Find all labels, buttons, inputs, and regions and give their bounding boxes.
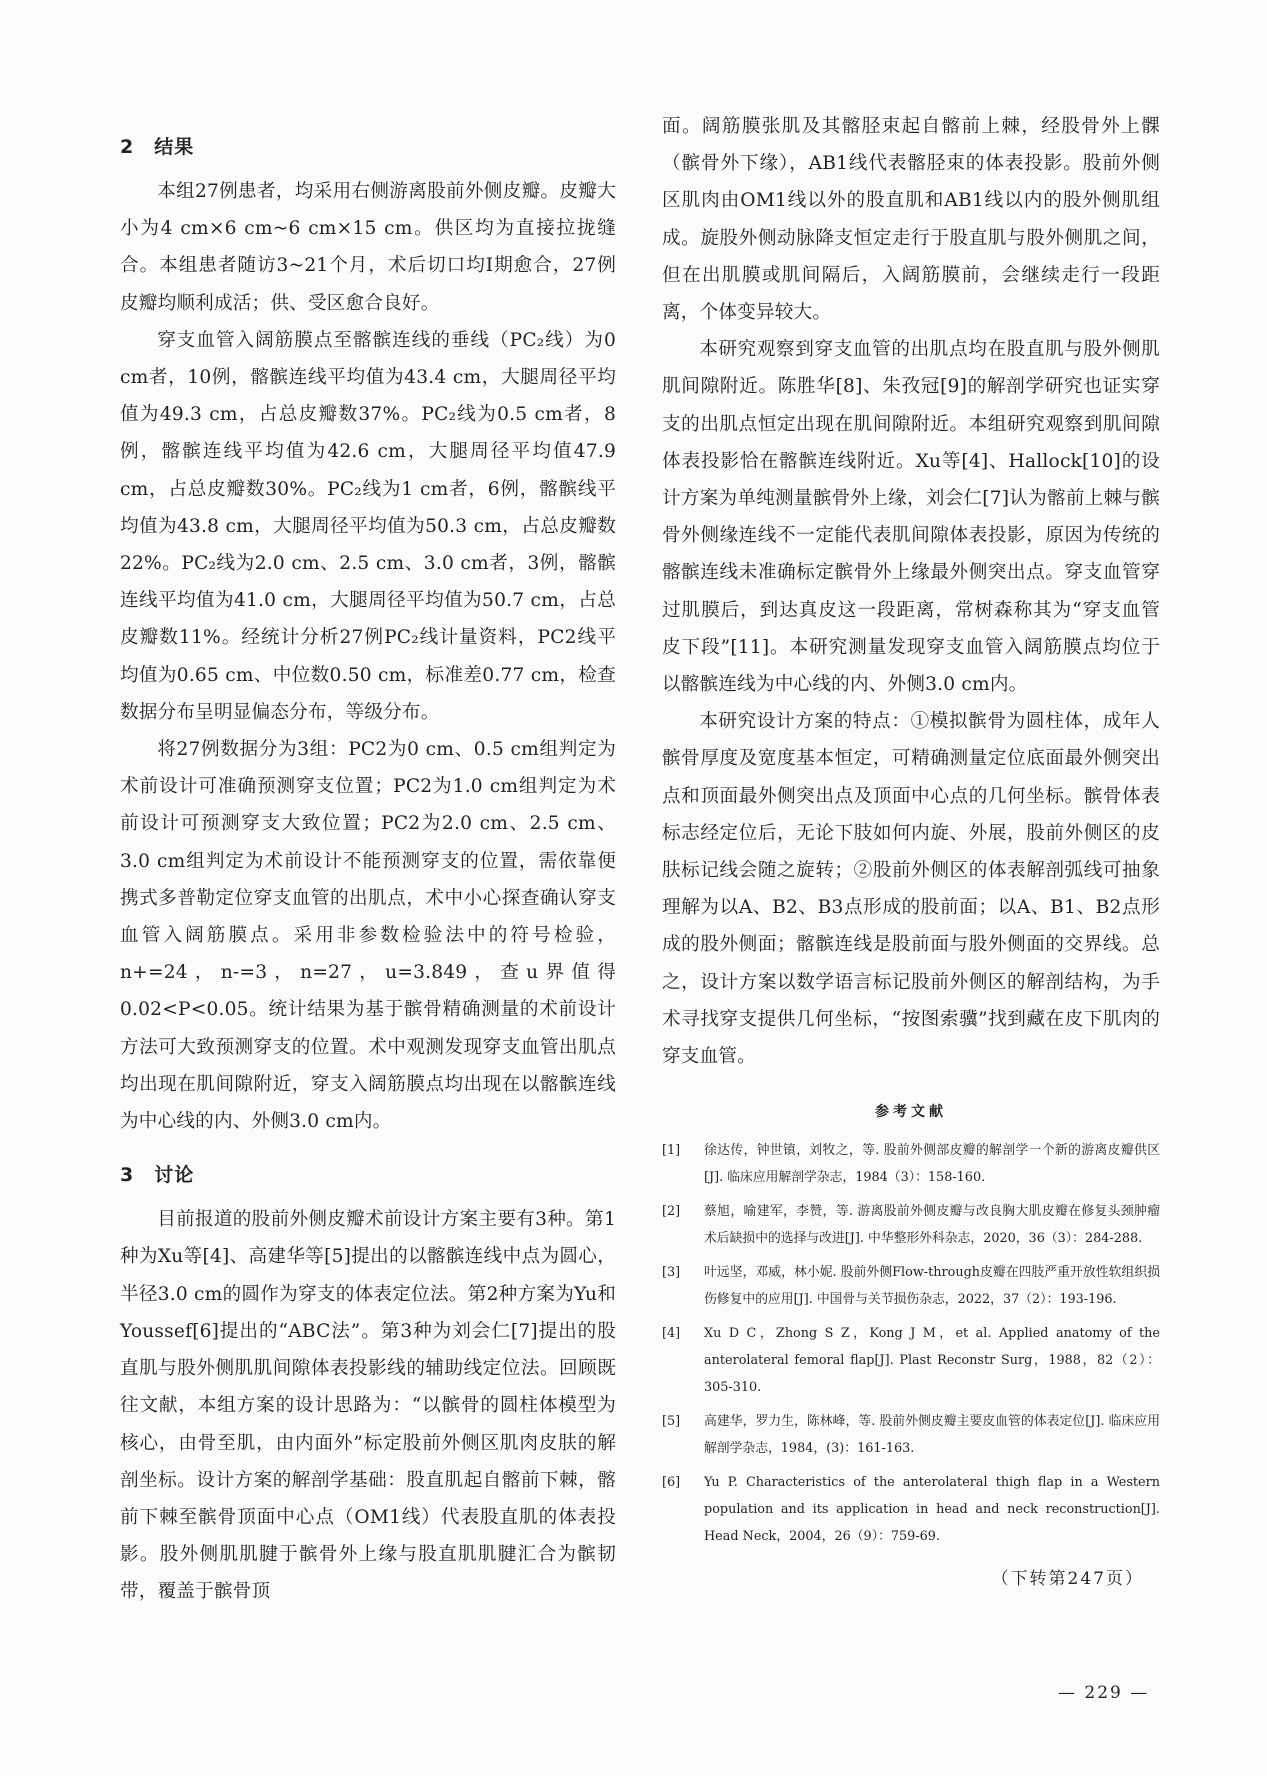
discussion-paragraph-1-continued: 面。阔筋膜张肌及其髂胫束起自髂前上棘，经股骨外上髁（髌骨外下缘），AB1线代表髂胫束的体表投影。股前外侧区肌肉由OM1线以外的股直肌和AB1线以内的股外侧肌组成。旋股外侧动脉降支恒定走行于股直肌与股外侧肌之间，但在出肌膜或肌间隔后，入阔筋膜前，会继续走行一段距离，个体变异较大。 <box>662 116 1160 324</box>
right-column <box>662 108 1160 1589</box>
references-list <box>662 1137 1160 1550</box>
reference-item <box>662 1408 1160 1462</box>
discussion-paragraph-3: 本研究设计方案的特点：①模拟髌骨为圆柱体，成年人髌骨厚度及宽度基本恒定，可精确测量定位底面最外侧突出点和顶面最外侧突出点及顶面中心点的几何坐标。髌骨体表标志经定位后，无论下肢如何内旋、外展，股前外侧区的皮肤标记线会随之旋转；②股前外侧区的体表解剖弧线可抽象理解为以A、B2、B3点形成的股前面；以A、B1、B2点形成的股外侧面；髂髌连线是股前面与股外侧面的交界线。总之，设计方案以数学语言标记股前外侧区的解剖结构，为手术寻找穿支提供几何坐标，“按图索骥”找到藏在皮下肌肉的穿支血管。 <box>662 711 1160 1068</box>
reference-item <box>662 1198 1160 1252</box>
reference-item <box>662 1469 1160 1550</box>
reference-number: [3] <box>662 1265 681 1281</box>
results-paragraph-2: 穿支血管入阔筋膜点至髂髌连线的垂线（PC₂线）为0 cm者，10例，髂髌连线平均值为43.4 cm，大腿周径平均值为49.3 cm，占总皮瓣数37%。PC₂线为0.5 cm者，8例，髂髌连线平均值为42.6 cm，大腿周径平均值47.9 cm，占总皮瓣数30%。PC₂线为1 cm者，6例，髂髌线平均值为43.8 cm，大腿周径平均值为50.3 cm，占总皮瓣数22%。PC₂线为2.0 cm、2.5 cm、3.0 cm者，3例，髂髌连线平均值为41.0 cm，大腿周径平均值为50.7 cm，占总皮瓣数11%。经统计分析27例PC₂线计量资料，PC2线平均值为0.65 cm、中位数0.50 cm，标准差0.77 cm，检查数据分布呈明显偏态分布，等级分布。 <box>120 329 616 723</box>
continued-note: （下转第247页） <box>991 1569 1144 1590</box>
reference-number: [2] <box>662 1204 681 1220</box>
section-3-heading: 3 讨论 <box>120 1164 195 1187</box>
section-2-heading: 2 结果 <box>120 136 195 158</box>
reference-text: 徐达传，钟世镇，刘牧之，等. 股前外侧部皮瓣的解剖学一个新的游离皮瓣供区[J]. 临床应用解剖学杂志，1984（3）：158-160. <box>704 1143 1160 1186</box>
reference-number: [5] <box>662 1414 681 1430</box>
reference-text: 叶远坚，邓威，林小妮. 股前外侧Flow-through皮瓣在四肢严重开放性软组织损伤修复中的应用[J]. 中国骨与关节损伤杂志，2022，37（2）：193-196. <box>704 1265 1160 1308</box>
results-paragraph-3: 将27例数据分为3组：PC2为0 cm、0.5 cm组判定为术前设计可准确预测穿支位置；PC2为1.0 cm组判定为术前设计可预测穿支大致位置；PC2为2.0 cm、2.5 cm、3.0 cm组判定为术前设计不能预测穿支的位置，需依靠便携式多普勒定位穿支血管的出肌点，术中小心探查确认穿支血管入阔筋膜点。采用非参数检验法中的符号检验，n+=24，n-=3，n=27，u=3.849，查u界值得0.02<P<0.05。统计结果为基于髌骨精确测量的术前设计方法可大致预测穿支的位置。术中观测发现穿支血管出肌点均出现在肌间隙附近，穿支入阔筋膜点均出现在以髂髌连线为中心线的内、外侧3.0 cm内。 <box>120 739 616 1133</box>
reference-item <box>662 1259 1160 1313</box>
reference-text: Yu P. Characteristics of the anterolateral thigh flap in a Western population and its application in head and neck reconstruction[J]. Head Neck，2004，26（9）：759-69. <box>704 1475 1160 1545</box>
reference-number: [4] <box>662 1326 681 1342</box>
reference-item <box>662 1320 1160 1401</box>
page-number: — 229 — <box>1058 1683 1150 1703</box>
references-heading: 参考文献 <box>875 1104 947 1121</box>
discussion-paragraph-2: 本研究观察到穿支血管的出肌点均在股直肌与股外侧肌肌间隙附近。陈胜华[8]、朱孜冠[9]的解剖学研究也证实穿支的出肌点恒定出现在肌间隙附近。本组研究观察到肌间隙体表投影恰在髂髌连线附近。Xu等[4]、Hallock[10]的设计方案为单纯测量髌骨外上缘，刘会仁[7]认为髂前上棘与髌骨外侧缘连线不一定能代表肌间隙体表投影，原因为传统的髂髌连线未准确标定髌骨外上缘最外侧突出点。穿支血管穿过肌膜后，到达真皮这一段距离，常树森称其为“穿支血管皮下段”[11]。本研究测量发现穿支血管入阔筋膜点均位于以髂髌连线为中心线的内、外侧3.0 cm内。 <box>662 339 1160 696</box>
reference-text: Xu D C，Zhong S Z，Kong J M，et al. Applied anatomy of the anterolateral femoral flap[J]. Plast Reconstr Surg，1988，82（2）：305-310. <box>704 1326 1160 1396</box>
results-paragraph-1: 本组27例患者，均采用右侧游离股前外侧皮瓣。皮瓣大小为4 cm×6 cm~6 cm×15 cm。供区均为直接拉拢缝合。本组患者随访3~21个月，术后切口均Ⅰ期愈合，27例皮瓣均顺利成活；供、受区愈合良好。 <box>120 181 616 314</box>
reference-number: [6] <box>662 1475 681 1491</box>
reference-item <box>662 1137 1160 1191</box>
left-column <box>120 108 616 1611</box>
reference-text: 蔡旭，喻建军，李赞，等. 游离股前外侧皮瓣与改良胸大肌皮瓣在修复头颈肿瘤术后缺损中的选择与改进[J]. 中华整形外科杂志，2020，36（3）：284-288. <box>704 1204 1160 1247</box>
discussion-paragraph-1: 目前报道的股前外侧皮瓣术前设计方案主要有3种。第1种为Xu等[4]、高建华等[5]提出的以髂髌连线中点为圆心，半径3.0 cm的圆作为穿支的体表定位法。第2种方案为Yu和Youssef[6]提出的“ABC法”。第3种为刘会仁[7]提出的股直肌与股外侧肌肌间隙体表投影线的辅助线定位法。回顾既往文献，本组方案的设计思路为：“以髌骨的圆柱体模型为核心，由骨至肌，由内面外”标定股前外侧区肌肉皮肤的解剖坐标。设计方案的解剖学基础：股直肌起自髂前下棘，髂前下棘至髌骨顶面中心点（OM1线）代表股直肌的体表投影。股外侧肌肌腱于髌骨外上缘与股直肌肌腱汇合为髌韧带，覆盖于髌骨顶 <box>120 1209 616 1603</box>
reference-number: [1] <box>662 1143 681 1159</box>
reference-text: 高建华，罗力生，陈林峰，等. 股前外侧皮瓣主要皮血管的体表定位[J]. 临床应用解剖学杂志，1984，(3)：161-163. <box>704 1414 1160 1457</box>
